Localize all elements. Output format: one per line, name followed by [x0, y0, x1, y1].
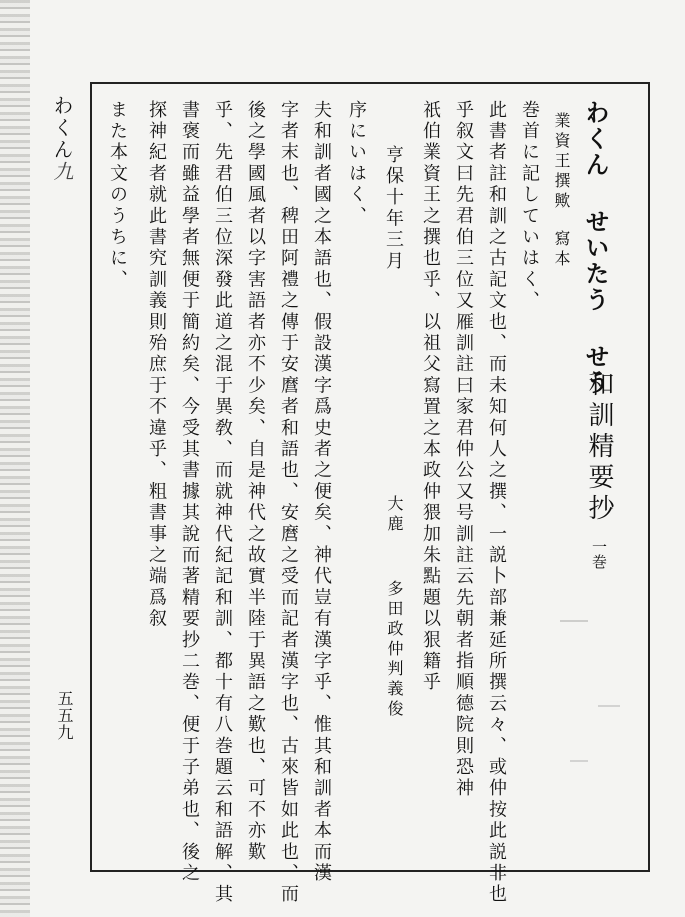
scan-smudge: [598, 705, 620, 707]
preface-intro: 序にいはく、: [346, 100, 367, 228]
book-title-block: [586, 370, 612, 569]
book-binding-edge: [0, 0, 30, 917]
note-column-4: 祇伯業資王之撰也乎、以祖父寫置之本政仲猥加朱點題以狠籍乎: [420, 100, 441, 694]
preface-column-3: 後之學國風者以字害語者亦不少矣、自是神代之故實半陸于異語之歎也、可不亦歎: [245, 100, 266, 864]
preface-column-5: 書褒而雖益學者無便于簡約矣、今受其書據其說而著精要抄二巻、便于子弟也、後之: [179, 100, 200, 885]
scan-smudge: [570, 760, 588, 762]
date-line: 亨保十年三月: [383, 145, 404, 273]
book-title: 和訓精要抄: [584, 370, 614, 525]
preface-column-2: 字者末也、稗田阿禮之傳于安麿者和語也、安麿之受而記者漢字也、古來皆如此也、而: [278, 100, 299, 906]
author-line: [553, 112, 569, 270]
author-name: 業資王撰歟: [552, 112, 571, 212]
signature-place: 大鹿: [385, 495, 404, 535]
copy-note: 寫本: [552, 230, 571, 270]
note-column-1: 巻首に記していはく、: [519, 100, 540, 312]
preface-column-4: 乎、先君伯三位深發此道之混于異敎、而就神代紀記和訓、都十有八巻題云和語解、其: [212, 100, 233, 906]
signature-name: 多田政仲判義俊: [385, 580, 404, 720]
margin-title-text: わくん: [50, 95, 74, 161]
preface-column-6: 探神紀者就此書究訓義則殆庶于不違乎、粗書事之端爲叙: [146, 100, 167, 630]
note-column-2: 此書者註和訓之古記文也、而未知何人之撰、一説卜部兼延所撰云々、或仲按此説非也: [486, 100, 507, 906]
volume-label: 一巻: [590, 539, 608, 569]
closing-line: また本文のうちに、: [107, 100, 128, 291]
preface-column-1: 夫和訓者國之本語也、假設漢字爲史者之便矣、神代豈有漢字乎、惟其和訓者本而漢: [311, 100, 332, 885]
margin-title: [52, 95, 72, 183]
margin-handwritten-mark: 九: [50, 161, 74, 183]
scan-smudge: [560, 620, 588, 622]
section-heading: わくん せいたう せう: [581, 100, 610, 396]
page-number: 五五九: [55, 690, 74, 741]
note-column-3: 乎叙文曰先君伯三位又雁訓註曰家君仲公又号訓註云先朝者指順德院則恐神: [453, 100, 474, 800]
